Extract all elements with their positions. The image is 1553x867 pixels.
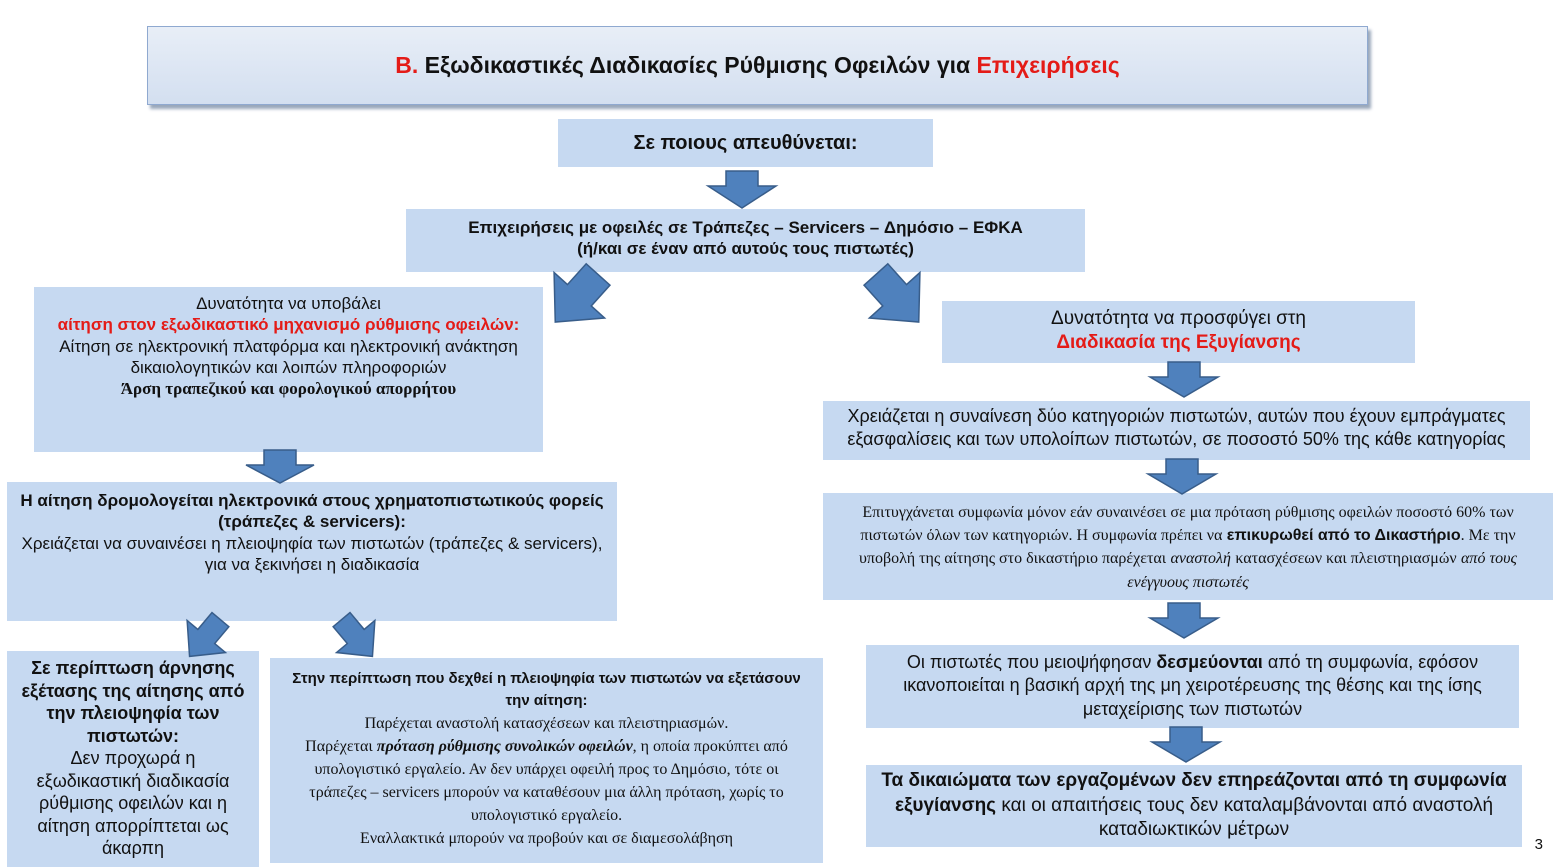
arrow-down-right-icon bbox=[328, 612, 386, 664]
agreement-t1: Επιτυγχάνεται συμφωνία μόνον εάν συναινέσει σε μια πρόταση ρύθμισης οφειλών ποσοστό 60% των πιστωτών όλων των κατηγοριών. Η συμφωνία πρέπει να bbox=[860, 504, 1514, 545]
recovery-red: Διαδικασία της Εξυγίανσης bbox=[1056, 331, 1301, 353]
title-prefix: Β. bbox=[395, 52, 419, 79]
dissent-b1: δεσμεύονται bbox=[1156, 652, 1263, 672]
routing-bold1: Η αίτηση δρομολογείται ηλεκτρονικά στους χρηματοπιστωτικούς φορείς bbox=[20, 491, 604, 510]
routing-box bbox=[7, 482, 617, 621]
page-number: 3 bbox=[1534, 836, 1543, 853]
employees-b1: Τα δικαιώματα των εργαζομένων δεν επηρεάζονται από τη συμφωνία εξυγίανσης bbox=[881, 770, 1507, 816]
audience-line2: (ή/και σε έναν από αυτούς τους πιστωτές) bbox=[577, 239, 914, 259]
mechanism-box bbox=[34, 287, 543, 452]
mechanism-line1: Δυνατότητα να υποβάλει bbox=[196, 294, 381, 313]
agreement-t3: κατασχέσεων και πλειστηριασμών bbox=[1235, 550, 1457, 568]
acceptance-text bbox=[292, 712, 801, 851]
dissent-t2: από τη συμφωνία, εφόσον ικανοποιείται η βασική αρχή της μη χειροτέρευσης της θέσης και της ίσης μεταχείρισης των πιστωτών bbox=[903, 652, 1482, 719]
audience-box bbox=[406, 209, 1085, 272]
audience-header: Σε ποιους απευθύνεται: bbox=[633, 131, 858, 154]
arrow-down-icon bbox=[1146, 458, 1218, 496]
dissent-t1: Οι πιστωτές που μειοψήφησαν bbox=[906, 652, 1152, 672]
acceptance-t2c: , η οποία προκύπτει από υπολογιστικό εργαλείο. Αν δεν υπάρχει οφειλή προς το Δημόσιο, τότε οι τράπεζες – servicers μπορούν να καταθέσουν μια άλλη πρόταση, χωρίς το υπολογιστικό εργαλείο. bbox=[309, 737, 788, 825]
audience-line1: Επιχειρήσεις με οφειλές σε Τράπεζες – Servicers – Δημόσιο – ΕΦΚΑ bbox=[468, 218, 1023, 237]
rejection-bold: Σε περίπτωση άρνησης εξέτασης της αίτησης από την πλειοψηφία των πιστωτών: bbox=[21, 658, 245, 746]
acceptance-t2b: πρόταση ρύθμισης συνολικών οφειλών bbox=[376, 737, 633, 755]
agreement-box bbox=[823, 493, 1553, 600]
employees-t1: και οι απαιτήσεις τους δεν καταλαμβάνονται από αναστολή καταδιωκτικών μέτρων bbox=[1001, 794, 1494, 841]
arrow-down-icon bbox=[1148, 361, 1220, 399]
consent-box bbox=[823, 401, 1530, 460]
arrow-down-icon bbox=[244, 449, 316, 485]
arrow-down-right-icon bbox=[862, 264, 934, 334]
rejection-box bbox=[7, 651, 259, 867]
acceptance-t1: Παρέχεται αναστολή κατασχέσεων και πλειστηριασμών. bbox=[364, 714, 729, 732]
arrow-down-left-icon bbox=[176, 612, 234, 664]
title-suffix: Επιχειρήσεις bbox=[976, 52, 1120, 79]
routing-bold2: (τράπεζες & servicers): bbox=[218, 512, 406, 532]
agreement-i2: από τους ενέγγυους πιστωτές bbox=[1127, 550, 1518, 591]
recovery-box bbox=[942, 301, 1415, 363]
arrow-down-icon bbox=[1150, 726, 1222, 764]
acceptance-bold: Στην περίπτωση που δεχθεί η πλειοψηφία των πιστωτών να εξετάσουν την αίτηση: bbox=[292, 670, 801, 709]
acceptance-t3: Εναλλακτικά μπορούν να προβούν και σε διαμεσολάβηση bbox=[360, 830, 733, 848]
recovery-line1: Δυνατότητα να προσφύγει στη bbox=[1051, 308, 1306, 329]
mechanism-line3: Αίτηση σε ηλεκτρονική πλατφόρμα και ηλεκτρονική ανάκτηση δικαιολογητικών και λοιπών πληροφοριών bbox=[59, 336, 518, 377]
acceptance-t2a: Παρέχεται bbox=[305, 737, 373, 755]
mechanism-bold: Άρση τραπεζικού και φορολογικού απορρήτου bbox=[120, 379, 457, 398]
page-title bbox=[147, 26, 1368, 105]
arrow-down-icon bbox=[1148, 602, 1220, 640]
routing-text: Χρειάζεται να συναινέσει η πλειοψηφία των πιστωτών (τράπεζες & servicers), για να ξεκινήσει η διαδικασία bbox=[21, 533, 603, 574]
agreement-b1: επικυρωθεί από το Δικαστήριο bbox=[1226, 527, 1461, 545]
title-main: Εξωδικαστικές Διαδικασίες Ρύθμισης Οφειλών για bbox=[424, 52, 971, 79]
consent-text: Χρειάζεται η συναίνεση δύο κατηγοριών πιστωτών, αυτών που έχουν εμπράγματες εξασφαλίσεις και των υπολοίπων πιστωτών, σε ποσοστό 50% της κάθε κατηγορίας bbox=[847, 406, 1506, 450]
agreement-i1: αναστολή bbox=[1170, 550, 1231, 568]
agreement-t2: . Με την υποβολή της αίτησης στο δικαστήριο παρέχεται bbox=[858, 527, 1516, 568]
mechanism-red: αίτηση στον εξωδικαστικό μηχανισμό ρύθμισης οφειλών: bbox=[57, 315, 520, 335]
arrow-down-icon bbox=[706, 170, 778, 210]
acceptance-box bbox=[270, 658, 823, 863]
audience-header-box bbox=[558, 119, 933, 167]
dissent-box bbox=[866, 645, 1519, 728]
arrow-down-left-icon bbox=[540, 264, 612, 334]
employees-box bbox=[866, 765, 1522, 847]
rejection-text: Δεν προχωρά η εξωδικαστική διαδικασία ρύθμισης οφειλών και η αίτηση απορρίπτεται ως άκαρπη bbox=[36, 748, 230, 858]
